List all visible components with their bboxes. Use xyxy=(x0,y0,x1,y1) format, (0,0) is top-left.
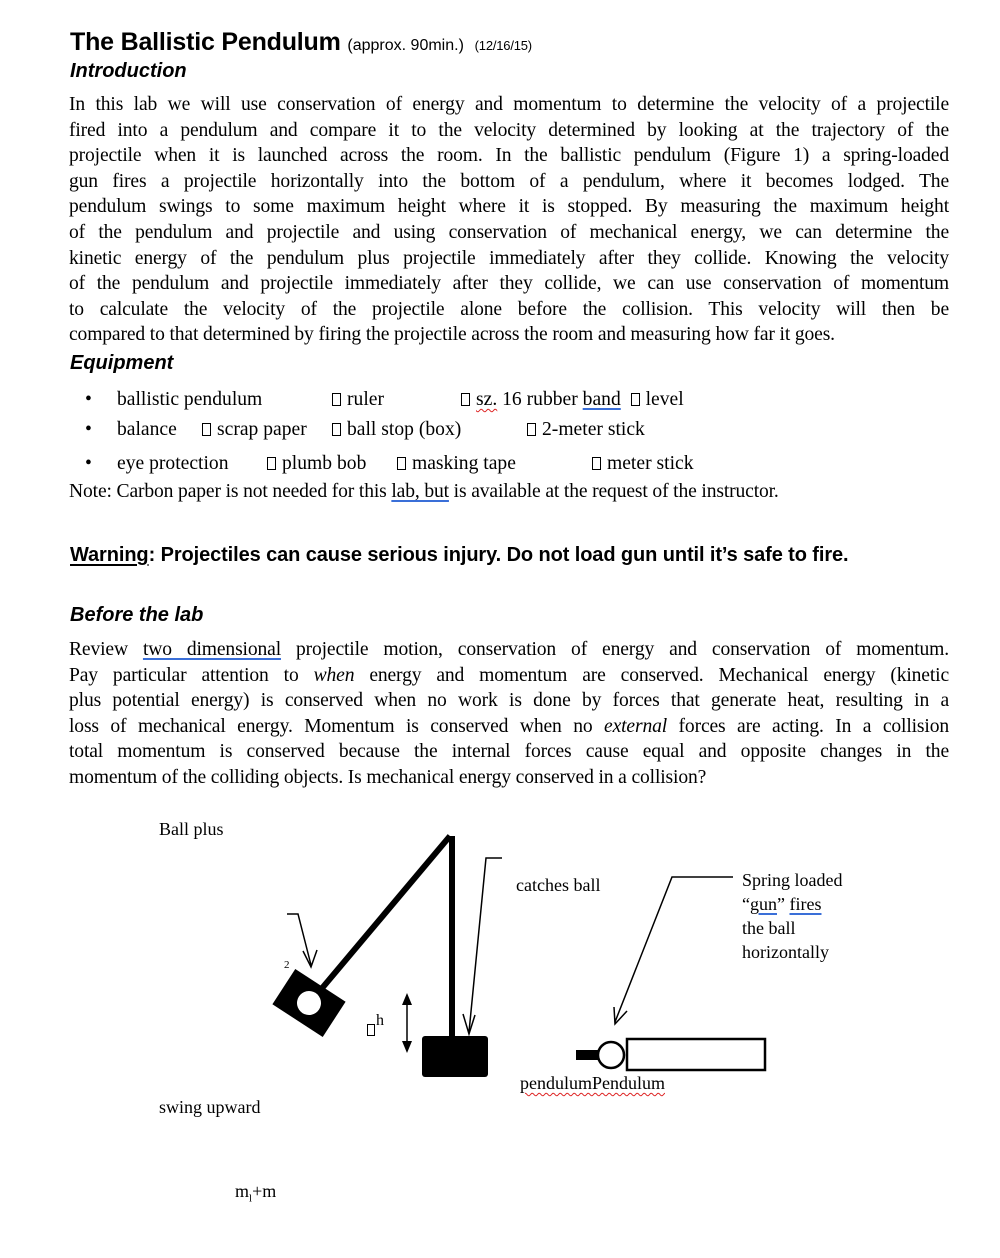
pointer-line xyxy=(287,914,311,965)
before-lab-heading: Before the lab xyxy=(70,604,204,626)
pendulum-block xyxy=(422,1036,488,1077)
label-mass: $m_l+m$ xyxy=(235,1181,277,1205)
label-pendulum: pendulumPendulum xyxy=(520,1073,665,1093)
equipment-note: Note: Carbon paper is not needed for this lab, but is available at the request of the instructor. xyxy=(69,481,779,502)
bullet: • xyxy=(85,419,92,440)
before-lab-line: total momentum is conserved because the internal forces cause equal and opposite changes in the xyxy=(69,741,949,763)
equipment-item: ruler xyxy=(332,389,384,411)
gun-pointer xyxy=(615,877,733,1022)
warning-text: Warning: Projectiles can cause serious injury. Do not load gun until it’s safe to fire. xyxy=(70,544,849,566)
before-lab-line: momentum of the colliding objects. Is mechanical energy conserved in a collision? xyxy=(69,766,707,788)
gun-plunger xyxy=(576,1050,598,1060)
warning-label: Warning xyxy=(70,544,149,566)
bullet: • xyxy=(85,389,92,410)
equipment-item: 2-meter stick xyxy=(527,419,645,441)
checkbox-icon xyxy=(367,1024,375,1036)
gun-barrel xyxy=(627,1039,765,1070)
intro-line: fired into a pendulum and compare it to the velocity determined by looking at the trajectory of the xyxy=(69,119,949,141)
label-swing-upward: swing upward xyxy=(159,1097,261,1117)
catches-ball-pointer xyxy=(469,858,502,1032)
before-lab-line: plus potential energy) is conserved when no work is done by forces that generate heat, resulting in a xyxy=(69,690,949,712)
equipment-item: plumb bob xyxy=(267,453,366,475)
intro-line: of the pendulum and projectile and using conservation of mechanical energy, we can determine the xyxy=(69,221,949,243)
arrow-up-icon xyxy=(402,993,412,1005)
intro-line: compared to that determined by firing the projectile across the room and measuring how far it goes. xyxy=(69,324,835,346)
equipment-item: eye protection xyxy=(117,453,229,474)
label-superscript-2: 2 xyxy=(284,959,290,971)
before-lab-line: loss of mechanical energy. Momentum is conserved when no external forces are acting. In a collision xyxy=(69,715,949,737)
intro-line: of the pendulum and projectile immediately after they collide, we can use conservation of momentum xyxy=(69,273,949,295)
title-duration: (approx. 90min.) xyxy=(347,37,464,54)
label-catches-ball: catches ball xyxy=(516,875,601,895)
label-h: h xyxy=(367,1012,384,1037)
equipment-item: meter stick xyxy=(592,453,694,475)
label-ball-plus: Ball plus xyxy=(159,819,224,839)
equipment-item: scrap paper xyxy=(202,419,307,441)
intro-line: pendulum swings to some maximum height where it is stopped. By measuring the maximum height xyxy=(69,196,949,218)
equipment-item: ball stop (box) xyxy=(332,419,461,441)
equipment-item: balance xyxy=(117,419,177,440)
intro-line: gun fires a projectile horizontally into the bottom of a pendulum, where it becomes lodged. The xyxy=(69,170,949,192)
pendulum-rod-swung xyxy=(318,836,450,993)
intro-line: to calculate the velocity of the projectile alone before the collision. This velocity will then be xyxy=(69,298,949,320)
before-lab-line: Review two dimensional projectile motion, conservation of energy and conservation of momentum. xyxy=(69,639,949,660)
intro-line: projectile when it is launched across the room. In the ballistic pendulum (Figure 1) a spring-loaded xyxy=(69,145,949,167)
equipment-item: masking tape xyxy=(397,453,516,475)
intro-line: kinetic energy of the pendulum plus projectile immediately after they collide. Knowing the velocity xyxy=(69,247,949,269)
projectile-ball xyxy=(598,1042,624,1068)
before-lab-line: Pay particular attention to when energy and momentum are conserved. Mechanical energy (kinetic xyxy=(69,664,949,686)
swung-pendulum-block xyxy=(272,969,345,1037)
introduction-heading: Introduction xyxy=(70,60,187,82)
title-text: The Ballistic Pendulum xyxy=(70,28,341,56)
title-date: (12/16/15) xyxy=(474,38,532,53)
intro-line: In this lab we will use conservation of energy and momentum to determine the velocity of a projectile xyxy=(69,94,949,115)
equipment-heading: Equipment xyxy=(70,352,174,374)
equipment-item: sz. 16 rubber band level xyxy=(461,389,684,411)
label-spring-loaded-gun: Spring loaded “gun” fires the ball horizontally xyxy=(742,870,843,962)
equipment-item: ballistic pendulum xyxy=(117,389,263,410)
bullet: • xyxy=(85,453,92,474)
arrow-down-icon xyxy=(402,1041,412,1053)
